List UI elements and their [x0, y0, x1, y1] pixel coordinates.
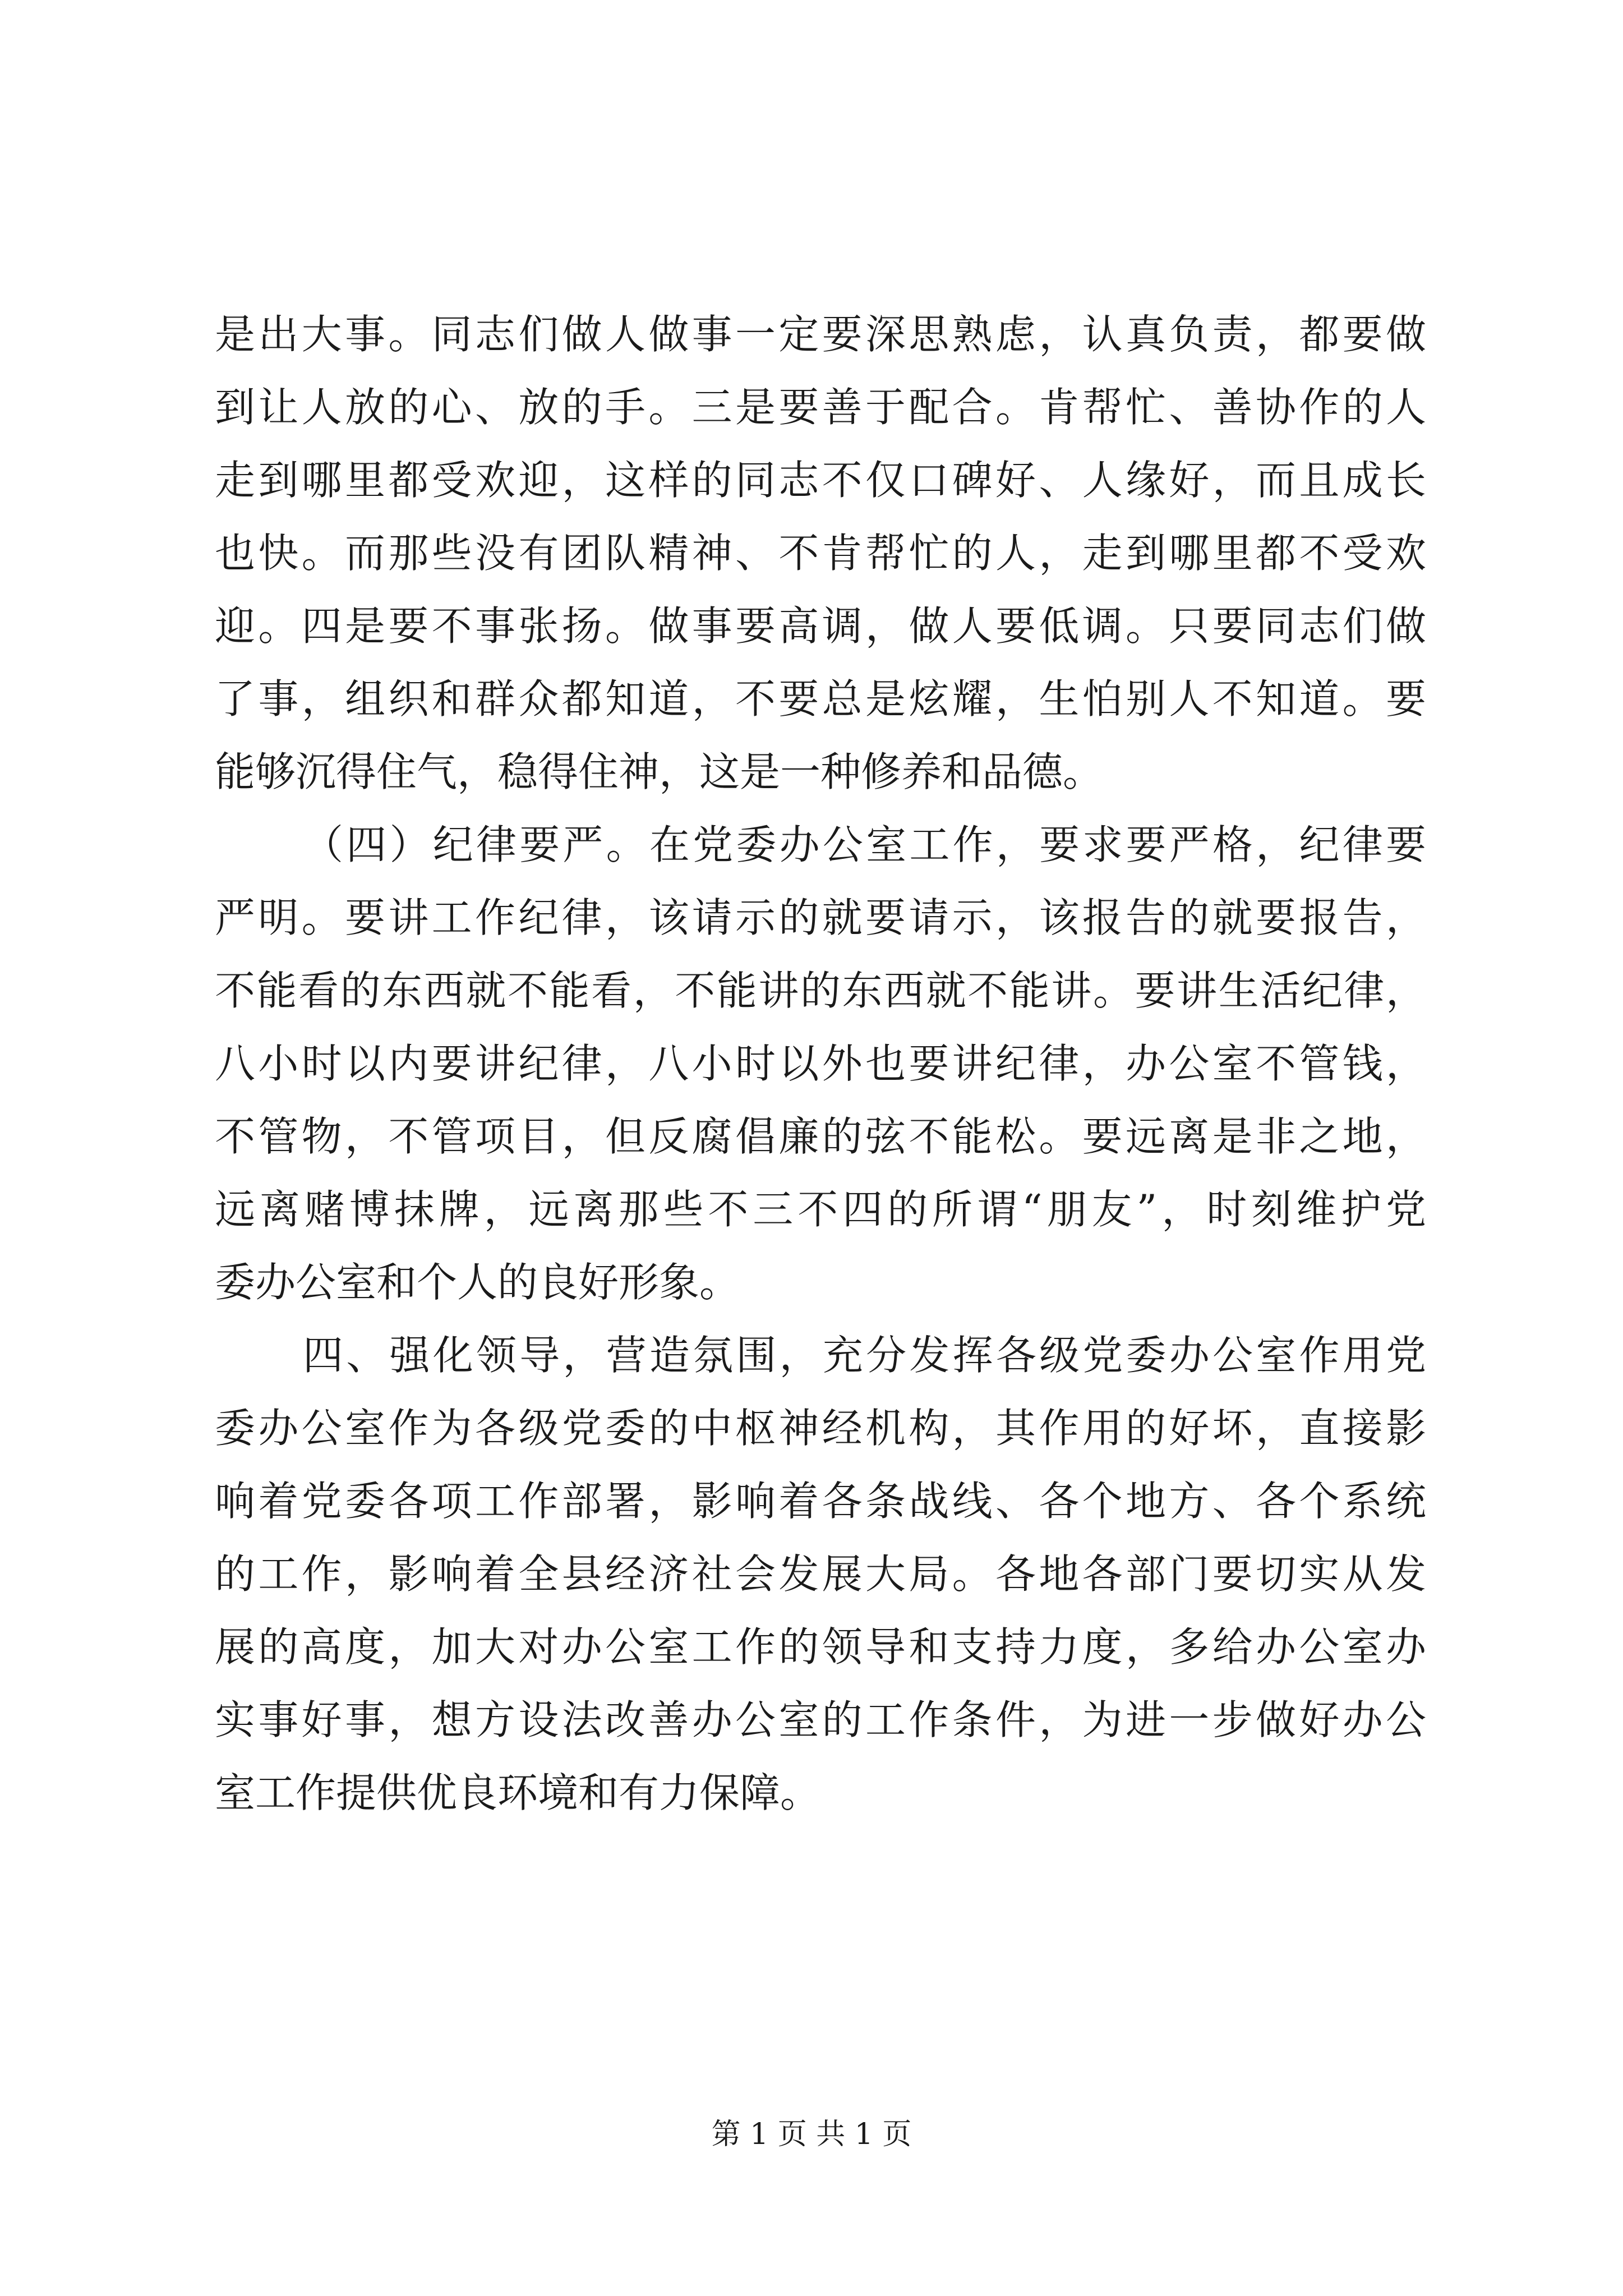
text-line: 能够沉得住气，稳得住神，这是一种修养和品德。 [215, 748, 1104, 795]
text-line: 严明。要讲工作纪律，该请示的就要请示，该报告的就要报告， [215, 894, 1426, 941]
text-line: 了事，组织和群众都知道，不要总是炫耀，生怕别人不知道。要 [215, 675, 1426, 723]
page-number: 第 1 页 共 1 页 [711, 2118, 912, 2151]
text-line: 实事好事，想方设法改善办公室的工作条件，为进一步做好办公 [215, 1696, 1426, 1743]
text-line: 迎。四是要不事张扬。做事要高调，做人要低调。只要同志们做 [215, 602, 1426, 650]
page-footer [0, 2115, 1623, 2154]
text-line: 也快。而那些没有团队精神、不肯帮忙的人，走到哪里都不受欢 [215, 530, 1426, 577]
section-heading-line: 四、强化领导，营造氛围，充分发挥各级党委办公室作用党 [303, 1332, 1426, 1379]
text-line: 到让人放的心、放的手。三是要善于配合。肯帮忙、善协作的人 [215, 384, 1426, 431]
text-line: 展的高度，加大对办公室工作的领导和支持力度，多给办公室办 [215, 1623, 1426, 1671]
text-line: 不能看的东西就不能看，不能讲的东西就不能讲。要讲生活纪律， [215, 967, 1426, 1014]
text-line: 室工作提供优良环境和有力保障。 [215, 1769, 821, 1816]
text-line: 是出大事。同志们做人做事一定要深思熟虑，认真负责，都要做 [215, 311, 1426, 358]
text-line: 走到哪里都受欢迎，这样的同志不仅口碑好、人缘好，而且成长 [215, 457, 1426, 504]
text-line: 响着党委各项工作部署，影响着各条战线、各个地方、各个系统 [215, 1478, 1426, 1525]
text-line: 委办公室和个人的良好形象。 [215, 1259, 740, 1306]
text-line: 的工作，影响着全县经济社会发展大局。各地各部门要切实从发 [215, 1550, 1426, 1598]
text-line: 远离赌博抹牌，远离那些不三不四的所谓“朋友”，时刻维护党 [215, 1186, 1426, 1233]
text-line: 八小时以内要讲纪律，八小时以外也要讲纪律，办公室不管钱， [215, 1040, 1426, 1087]
text-line: 委办公室作为各级党委的中枢神经机构，其作用的好坏，直接影 [215, 1405, 1426, 1452]
paragraph-start-line: （四）纪律要严。在党委办公室工作，要求要严格，纪律要 [303, 821, 1426, 868]
text-line: 不管物，不管项目，但反腐倡廉的弦不能松。要远离是非之地， [215, 1113, 1426, 1160]
